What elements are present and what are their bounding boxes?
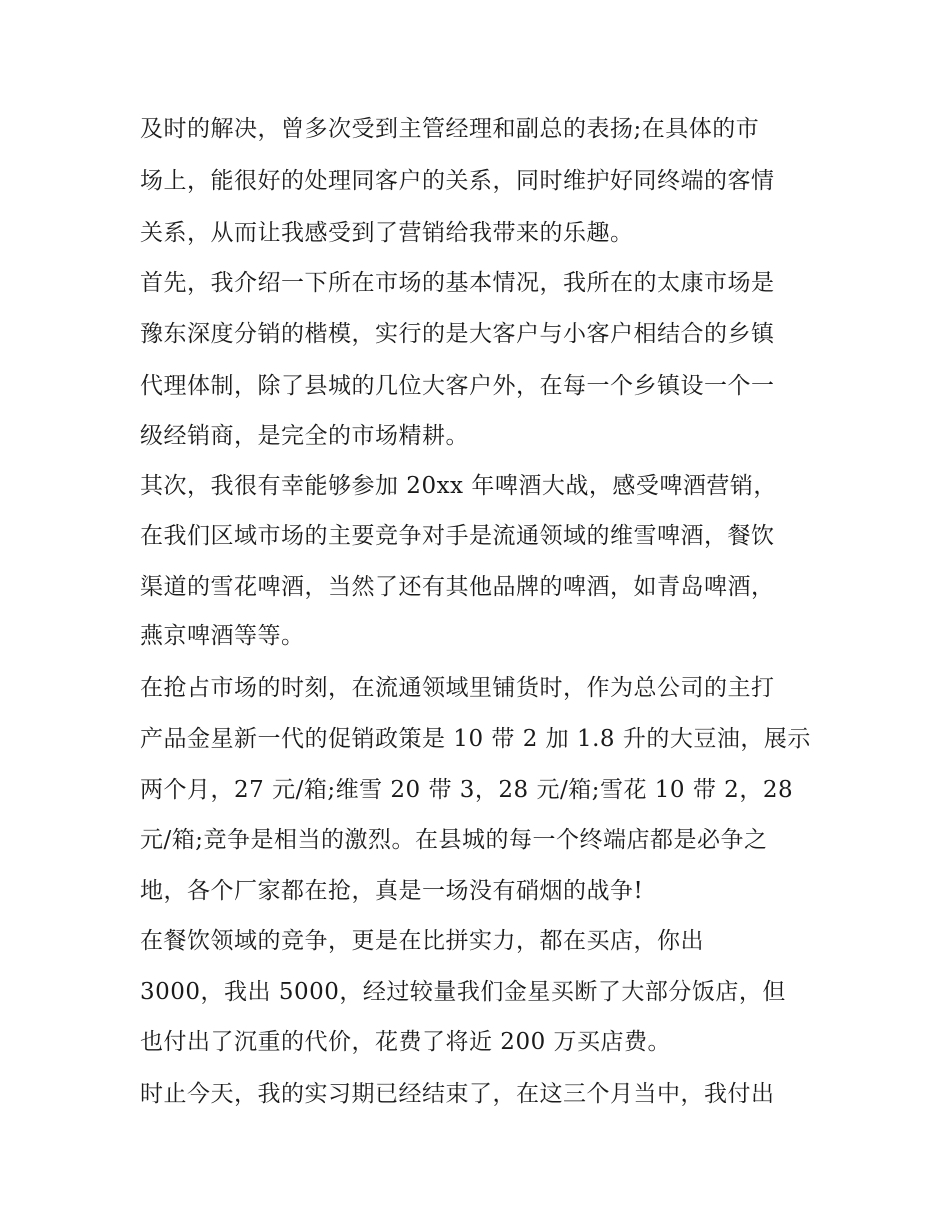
text-line: 代理体制，除了县城的几位大客户外，在每一个乡镇设一个一 <box>140 373 775 399</box>
text-line: 元/箱;竞争是相当的激烈。在县城的每一个终端店都是必争之 <box>140 827 768 853</box>
text-line: 在我们区域市场的主要竞争对手是流通领域的维雪啤酒，餐饮 <box>140 523 775 549</box>
text-line: 产品金星新一代的促销政策是 10 带 2 加 1.8 升的大豆油，展示 <box>140 726 811 752</box>
text-line: 豫东深度分销的楷模，实行的是大客户与小客户相结合的乡镇 <box>140 321 775 347</box>
text-line: 场上，能很好的处理同客户的关系，同时维护好同终端的客情 <box>140 168 775 194</box>
text-line: 及时的解决，曾多次受到主管经理和副总的表扬;在具体的市 <box>140 116 760 142</box>
text-line: 地，各个厂家都在抢，真是一场没有硝烟的战争! <box>140 878 644 904</box>
text-line: 也付出了沉重的代价，花费了将近 200 万买店费。 <box>140 1029 672 1055</box>
text-line: 渠道的雪花啤酒，当然了还有其他品牌的啤酒，如青岛啤酒， <box>140 574 775 600</box>
text-line: 3000，我出 5000，经过较量我们金星买断了大部分饭店，但 <box>140 979 786 1005</box>
text-line: 关系，从而让我感受到了营销给我带来的乐趣。 <box>140 220 634 246</box>
text-line: 在餐饮领域的竞争，更是在比拼实力，都在买店，你出 <box>140 928 704 954</box>
text-line: 时止今天，我的实习期已经结束了，在这三个月当中，我付出 <box>140 1081 775 1107</box>
text-line: 在抢占市场的时刻，在流通领域里铺货时，作为总公司的主打 <box>140 675 775 701</box>
text-line: 其次，我很有幸能够参加 20xx 年啤酒大战，感受啤酒营销， <box>140 473 777 499</box>
text-line: 两个月，27 元/箱;维雪 20 带 3，28 元/箱;雪花 10 带 2，28 <box>140 777 794 803</box>
text-line: 首先，我介绍一下所在市场的基本情况，我所在的太康市场是 <box>140 270 775 296</box>
text-line: 级经销商，是完全的市场精耕。 <box>140 423 469 449</box>
text-line: 燕京啤酒等等。 <box>140 623 305 649</box>
